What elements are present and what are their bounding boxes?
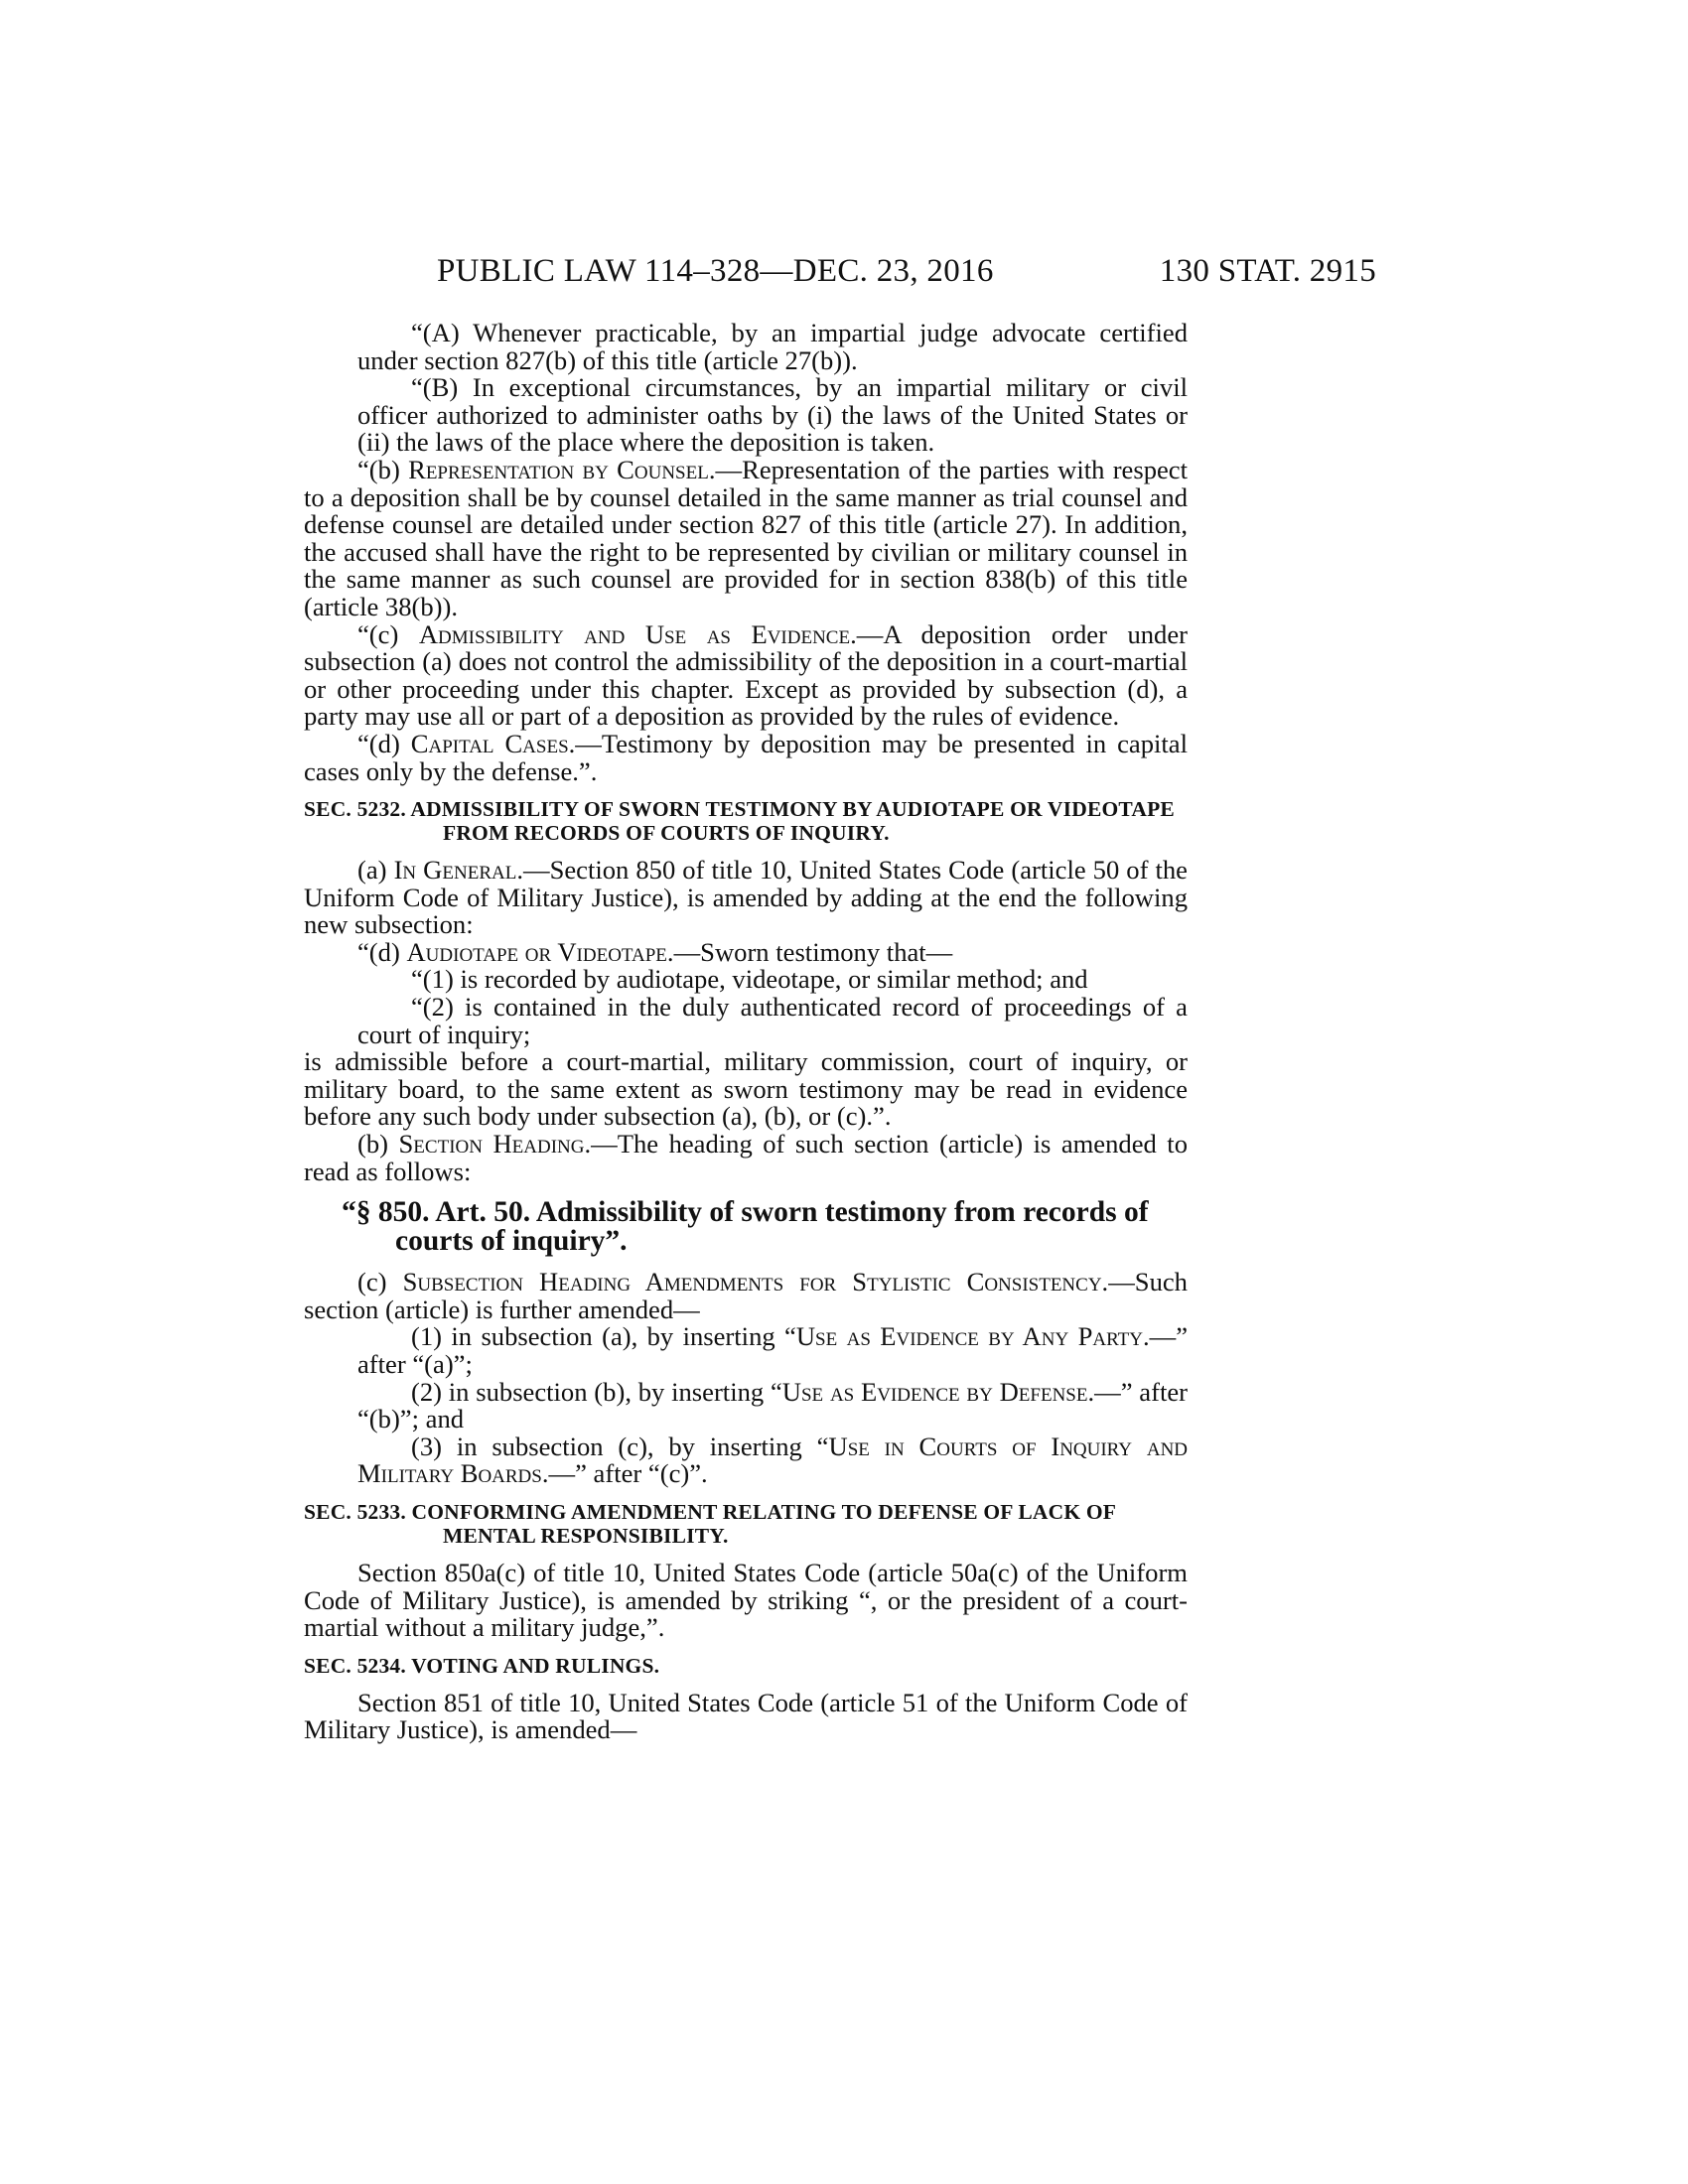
paragraph-b-representation bbox=[304, 454, 1189, 621]
paragraph-A: “(A) Whenever practicable, by an impartial judge advocate certified under section 827(b) of this title (article 27(b)). bbox=[357, 318, 1188, 375]
section-number: SEC. 5232. bbox=[304, 797, 406, 822]
paragraph-d-capital bbox=[304, 728, 1188, 786]
paragraph-c-admissibility bbox=[304, 618, 1189, 732]
item-pre: (3) in subsection (c), by inserting “ bbox=[411, 1431, 829, 1461]
running-header-stat-page: 130 STAT. 2915 bbox=[1159, 253, 1376, 289]
section-number: SEC. 5234. bbox=[304, 1653, 406, 1678]
subsection-heading: Subsection Heading Amendments for Stylistic Consistency bbox=[402, 1267, 1102, 1297]
item-pre: (1) in subsection (a), by inserting “ bbox=[411, 1321, 796, 1352]
para-text: .—Testimony by deposition may be presented in capital cases only by the defense.”. bbox=[304, 728, 1188, 786]
para-text: .—Representation of the parties with respect to a deposition shall be by counsel detailed in the same manner as trial counsel and defense counsel are detailed under section 827 of this title (article 27). In addition, the accused shall have the right to be represented by civilian or military counsel in the same manner as such counsel are provided for in section 838(b) of this title (article 38(b)). bbox=[304, 454, 1189, 621]
subsection-heading: Admissibility and Use as Evidence bbox=[418, 618, 851, 649]
item-post: .—” after “(b)”; and bbox=[357, 1376, 1189, 1434]
subsection-heading: Audiotape or Videotape bbox=[406, 936, 667, 967]
subsection-heading: Capital Cases bbox=[410, 728, 569, 758]
article-50-heading: “§ 850. Art. 50. Admissibility of sworn testimony from records of courts of inquiry”. bbox=[342, 1196, 1149, 1258]
amendment-item-3 bbox=[304, 1433, 1188, 1488]
para-lead: (b) bbox=[357, 1129, 399, 1160]
paragraph-5232-b bbox=[304, 1131, 1188, 1185]
para-lead: (a) bbox=[357, 855, 394, 886]
para-text: .—The heading of such section (article) is amended to read as follows: bbox=[304, 1129, 1188, 1186]
section-number: SEC. 5233. bbox=[304, 1499, 406, 1524]
paragraph-5234: Section 851 of title 10, United States Code (article 51 of the Uniform Code of Military Justice), is amended— bbox=[304, 1687, 1188, 1745]
para-text: .—Section 850 of title 10, United States Code (article 50 of the Uniform Code of Military Justice), is amended by adding at the end the following new subsection: bbox=[304, 855, 1188, 940]
section-heading-5233 bbox=[304, 1500, 1188, 1548]
amendment-item-1 bbox=[304, 1323, 1188, 1378]
para-lead: “(d) bbox=[357, 936, 407, 967]
inserted-heading: Use as Evidence by Any Party bbox=[795, 1321, 1143, 1352]
para-text: .—Sworn testimony that— bbox=[666, 936, 953, 967]
paragraph-5232-d bbox=[304, 936, 1188, 967]
subsection-heading: Section Heading bbox=[398, 1129, 585, 1160]
subsection-heading: In General bbox=[393, 855, 517, 886]
document-body bbox=[304, 320, 1188, 1744]
item-post: .—” after “(c)”. bbox=[541, 1458, 708, 1489]
para-lead: (c) bbox=[357, 1267, 403, 1297]
section-heading-5232 bbox=[304, 797, 1188, 845]
item-post: .—” after “(a)”; bbox=[357, 1321, 1188, 1379]
section-title: CONFORMING AMENDMENT RELATING TO DEFENSE OF LACK OF MENTAL RESPONSIBILITY. bbox=[411, 1499, 1116, 1548]
paragraph-5232-a bbox=[304, 857, 1188, 939]
amendment-item-2 bbox=[304, 1376, 1189, 1434]
para-lead: “(d) bbox=[357, 728, 411, 758]
item-2-authenticated-record: “(2) is contained in the duly authenticated record of proceedings of a court of inquiry; bbox=[357, 992, 1188, 1049]
para-lead: “(c) bbox=[357, 618, 419, 649]
inserted-heading: Use as Evidence by Defense bbox=[781, 1376, 1088, 1407]
para-text: .—Such section (article) is further amended— bbox=[304, 1267, 1188, 1324]
paragraph-5232-tail: is admissible before a court-martial, military commission, court of inquiry, or military board, to the same extent as sworn testimony may be read in evidence before any such body under subsection (a), (b), or (c).”. bbox=[304, 1046, 1188, 1132]
para-text: .—A deposition order under subsection (a) does not control the admissibility of the deposition in a court-martial or other proceeding under this chapter. Except as provided by subsection (d), a party may use all or part of a deposition as provided by the rules of evidence. bbox=[304, 618, 1189, 732]
section-title: VOTING AND RULINGS. bbox=[411, 1653, 660, 1678]
item-1-audiotape bbox=[304, 966, 1188, 994]
paragraph-5232-c bbox=[304, 1269, 1188, 1323]
item-pre: (2) in subsection (b), by inserting “ bbox=[411, 1376, 782, 1407]
section-heading-5234 bbox=[304, 1654, 1188, 1678]
subsection-heading: Representation by Counsel bbox=[408, 454, 709, 484]
item-text: “(1) is recorded by audiotape, videotape, or similar method; and bbox=[411, 964, 1088, 995]
inserted-heading: Use in Courts of Inquiry and Military Boards bbox=[357, 1431, 1189, 1489]
running-header-title: PUBLIC LAW 114–328—DEC. 23, 2016 bbox=[437, 253, 994, 289]
para-lead: “(b) bbox=[357, 454, 409, 484]
section-title: ADMISSIBILITY OF SWORN TESTIMONY BY AUDIOTAPE OR VIDEOTAPE FROM RECORDS OF COURTS OF INQUIRY. bbox=[410, 797, 1175, 846]
paragraph-B: “(B) In exceptional circumstances, by an impartial military or civil officer authorized to administer oaths by (i) the laws of the United States or (ii) the laws of the place where the deposition is taken. bbox=[357, 372, 1188, 458]
paragraph-5233: Section 850a(c) of title 10, United States Code (article 50a(c) of the Uniform Code of Military Justice), is amended by striking “, or the president of a court-martial without a military judge,”. bbox=[304, 1557, 1188, 1643]
